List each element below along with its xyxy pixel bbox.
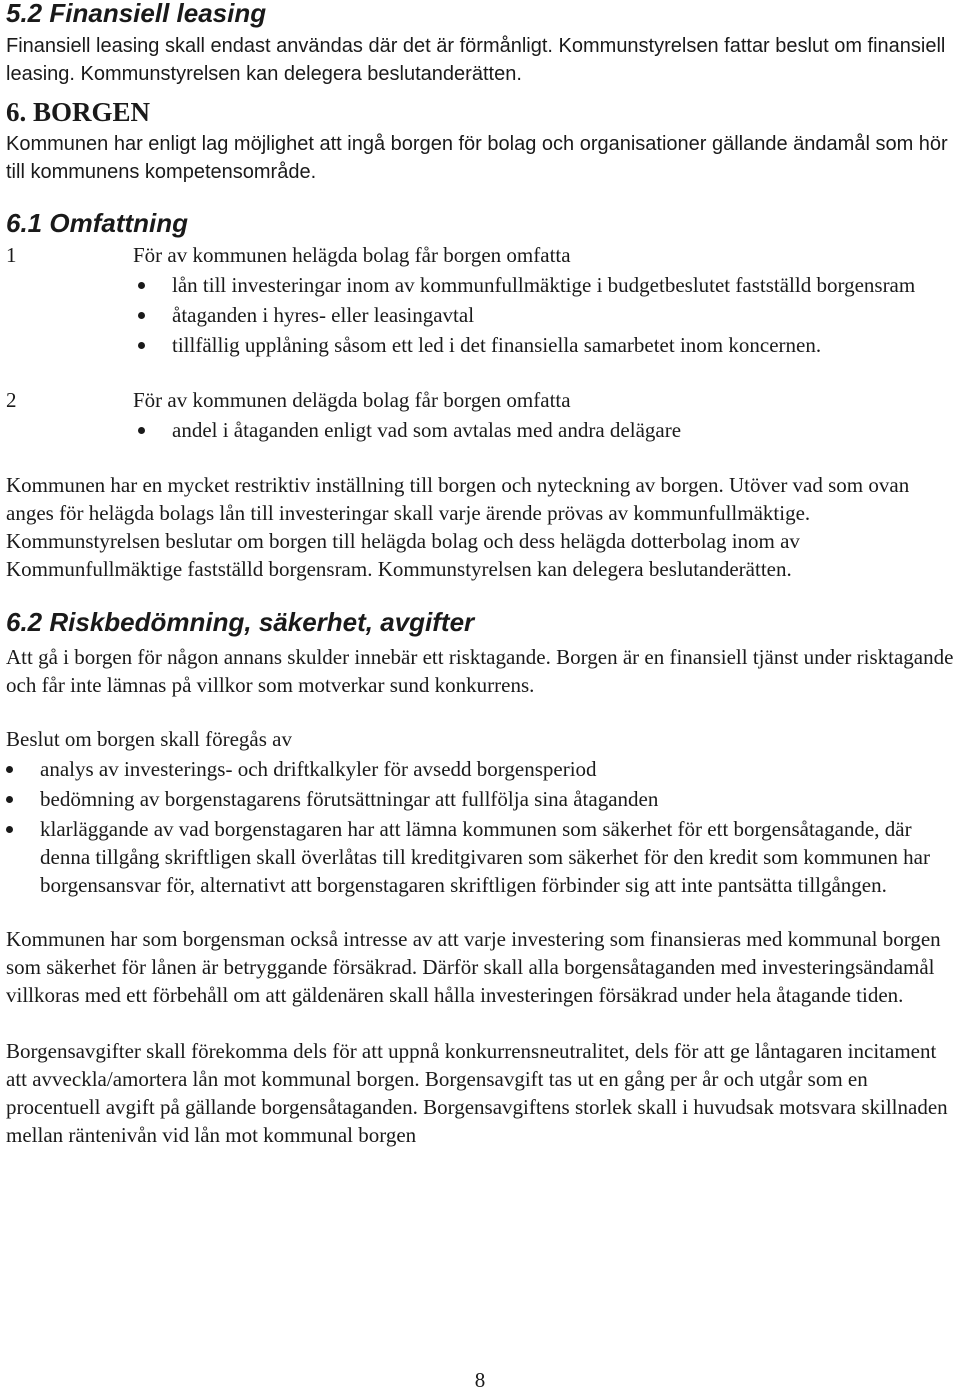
omfattning-item-1	[6, 241, 956, 359]
bullet-icon	[6, 826, 13, 833]
paragraph-borgensavgifter: Borgensavgifter skall förekomma dels för att uppnå konkurrensneutralitet, dels för att ge låntagaren incitament att avveckla/amortera lån mot kommunal borgen. Borgensavgift tas ut en gång per år och utgår som en procentuell avgift på gällande borgensåtaganden. Borgensavgiftens storlek skall i huvudsak motsvara skillnaden mellan räntenivån vid lån mot kommunal borgen	[6, 1039, 948, 1147]
bullet-list	[6, 416, 956, 444]
paragraph-intro: Beslut om borgen skall föregås av	[6, 727, 292, 751]
item-text: För av kommunen delägda bolag får borgen omfatta	[133, 388, 571, 412]
section-text-5-2: Finansiell leasing skall endast användas där det är förmånligt. Kommunstyrelsen fattar beslut om finansiell leasing. Kommunstyrelsen kan delegera beslutanderätten.	[6, 35, 946, 85]
paragraph-risk: Att gå i borgen för någon annans skulder innebär ett risktagande. Borgen är en finansiell tjänst under risktagande och får inte lämnas på villkor som motverkar sund konkurrens.	[6, 645, 954, 697]
bullet-icon	[138, 427, 145, 434]
list-item: andel i åtaganden enligt vad som avtalas med andra delägare	[6, 416, 956, 444]
bullet-icon	[138, 282, 145, 289]
bullet-icon	[6, 796, 13, 803]
item-number: 1	[6, 243, 17, 267]
list-item: tillfällig upplåning såsom ett led i det finansiella samarbetet inom koncernen.	[6, 331, 956, 359]
item-text: För av kommunen helägda bolag får borgen omfatta	[133, 243, 571, 267]
section-text-6: Kommunen har enligt lag möjlighet att ingå borgen för bolag och organisationer gällande ändamål som hör till kommunens kompetensområde.	[6, 133, 948, 183]
document-page	[6, 0, 956, 1149]
bullet-list	[6, 755, 956, 899]
omfattning-item-2	[6, 386, 956, 444]
paragraph-forsakring: Kommunen har som borgensman också intresse av att varje investering som finansieras med kommunal borgen som säkerhet för lånen är betryggande försäkrad. Därför skall alla borgensåtaganden med investeringsändamål villkoras med ett förbehåll om att gäldenären skall hålla investeringen försäkrad under hela åtagande tiden.	[6, 927, 941, 1007]
bullet-icon	[138, 342, 145, 349]
list-item: analys av investerings- och driftkalkyler för avsedd borgensperiod	[6, 755, 956, 783]
section-heading-6-2: 6.2 Riskbedömning, säkerhet, avgifter	[6, 607, 475, 637]
bullet-icon	[138, 312, 145, 319]
list-item: klarläggande av vad borgenstagaren har att lämna kommunen som säkerhet för ett borgensåtagande, där denna tillgång skriftligen skall överlåtas till kreditgivaren som säkerhet för den kredit som kommunen har borgensansvar för, alternativt att borgenstagaren skriftligen förbinder sig att inte pantsätta tillgången.	[6, 815, 956, 899]
list-item: bedömning av borgenstagarens förutsättningar att fullfölja sina åtaganden	[6, 785, 956, 813]
list-item: åtaganden i hyres- eller leasingavtal	[6, 301, 956, 329]
paragraph-restriktiv: Kommunen har en mycket restriktiv inställning till borgen och nyteckning av borgen. Utöver vad som ovan anges för helägda bolags lån till investeringar skall varje ärende prövas av kommunfullmäktige. Kommunstyrelsen beslutar om borgen till helägda bolag och dess helägda dotterbolag inom av Kommunfullmäktige fastställd borgensram. Kommunstyrelsen kan delegera beslutanderätten.	[6, 473, 910, 581]
section-heading-6-1: 6.1 Omfattning	[6, 208, 189, 238]
list-item: lån till investeringar inom av kommunfullmäktige i budgetbeslutet fastställd borgensram	[6, 271, 956, 299]
item-number: 2	[6, 388, 17, 412]
bullet-icon	[6, 766, 13, 773]
page-number: 8	[474, 1368, 486, 1392]
section-heading-6: 6. BORGEN	[6, 97, 151, 127]
section-heading-5-2: 5.2 Finansiell leasing	[6, 0, 267, 28]
bullet-list	[6, 271, 956, 359]
